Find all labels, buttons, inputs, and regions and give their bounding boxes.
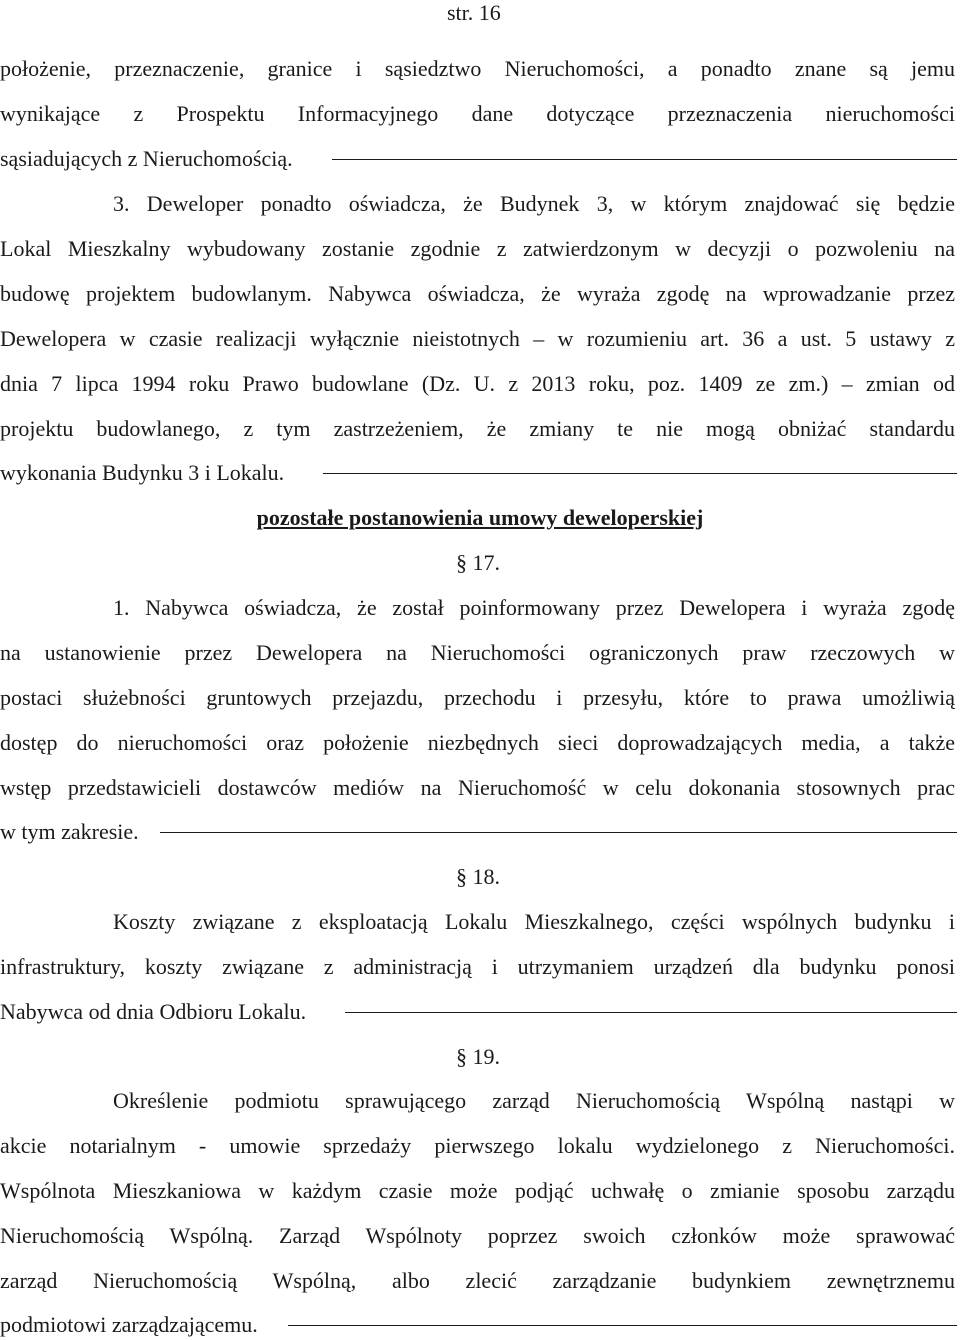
fill-line — [160, 832, 957, 833]
text-line: w tym zakresie. — [0, 819, 139, 844]
fill-line — [323, 473, 957, 474]
text-line: Dewelopera w czasie realizacji wyłącznie nieistotnych – w rozumieniu art. 36 a ust. 5 ustawy z — [0, 326, 955, 351]
text-line: akcie notarialnym - umowie sprzedaży pierwszego lokalu wydzielonego z Nieruchomości. — [0, 1133, 955, 1158]
text-line: Koszty związane z eksploatacją Lokalu Mieszkalnego, części wspólnych budynku i — [113, 909, 955, 934]
text-line: infrastruktury, koszty związane z administracją i utrzymaniem urządzeń dla budynku ponosi — [0, 954, 955, 979]
section-heading: pozostałe postanowienia umowy deweloperskiej — [256, 505, 704, 530]
paragraph-number: § 19. — [456, 1044, 500, 1069]
text-line: wstęp przedstawicieli dostawców mediów na Nieruchomość w celu dokonania stosownych prac — [0, 775, 955, 800]
text-line: sąsiadujących z Nieruchomością. — [0, 146, 293, 171]
text-line: wynikające z Prospektu Informacyjnego dane dotyczące przeznaczenia nieruchomości — [0, 101, 955, 126]
text-line: 1. Nabywca oświadcza, że został poinformowany przez Dewelopera i wyraża zgodę — [113, 595, 955, 620]
text-line: Określenie podmiotu sprawującego zarząd Nieruchomością Wspólną nastąpi w — [113, 1088, 955, 1113]
text-line: budowę projektem budowlanym. Nabywca oświadcza, że wyraża zgodę na wprowadzanie przez — [0, 281, 955, 306]
text-line: położenie, przeznaczenie, granice i sąsiedztwo Nieruchomości, a ponadto znane są jemu — [0, 56, 955, 81]
paragraph-number: § 17. — [456, 550, 500, 575]
text-line: na ustanowienie przez Dewelopera na Nieruchomości ograniczonych praw rzeczowych w — [0, 640, 955, 665]
fill-line — [288, 1325, 957, 1326]
page-number: str. 16 — [447, 0, 501, 25]
text-line: Nieruchomością Wspólną. Zarząd Wspólnoty poprzez swoich członków może sprawować — [0, 1223, 955, 1248]
text-line: wykonania Budynku 3 i Lokalu. — [0, 460, 285, 485]
text-line: podmiotowi zarządzającemu. — [0, 1312, 258, 1337]
text-line: dnia 7 lipca 1994 roku Prawo budowlane (Dz. U. z 2013 roku, poz. 1409 ze zm.) – zmian od — [0, 371, 955, 396]
fill-line — [345, 1012, 957, 1013]
text-line: Wspólnota Mieszkaniowa w każdym czasie może podjąć uchwałę o zmianie sposobu zarządu — [0, 1178, 955, 1203]
text-line: Lokal Mieszkalny wybudowany zostanie zgodnie z zatwierdzonym w decyzji o pozwoleniu na — [0, 236, 955, 261]
text-line: Nabywca od dnia Odbioru Lokalu. — [0, 999, 307, 1024]
text-line: projektu budowlanego, z tym zastrzeżeniem, że zmiany te nie mogą obniżać standardu — [0, 416, 955, 441]
paragraph-number: § 18. — [456, 864, 500, 889]
text-line: zarząd Nieruchomością Wspólną, albo zlecić zarządzanie budynkiem zewnętrznemu — [0, 1268, 955, 1293]
text-line: 3. Deweloper ponadto oświadcza, że Budynek 3, w którym znajdować się będzie — [113, 191, 955, 216]
fill-line — [332, 159, 957, 160]
text-line: postaci służebności gruntowych przejazdu, przechodu i przesyłu, które to prawa umożliwią — [0, 685, 955, 710]
text-line: dostęp do nieruchomości oraz położenie niezbędnych sieci doprowadzających media, a także — [0, 730, 955, 755]
